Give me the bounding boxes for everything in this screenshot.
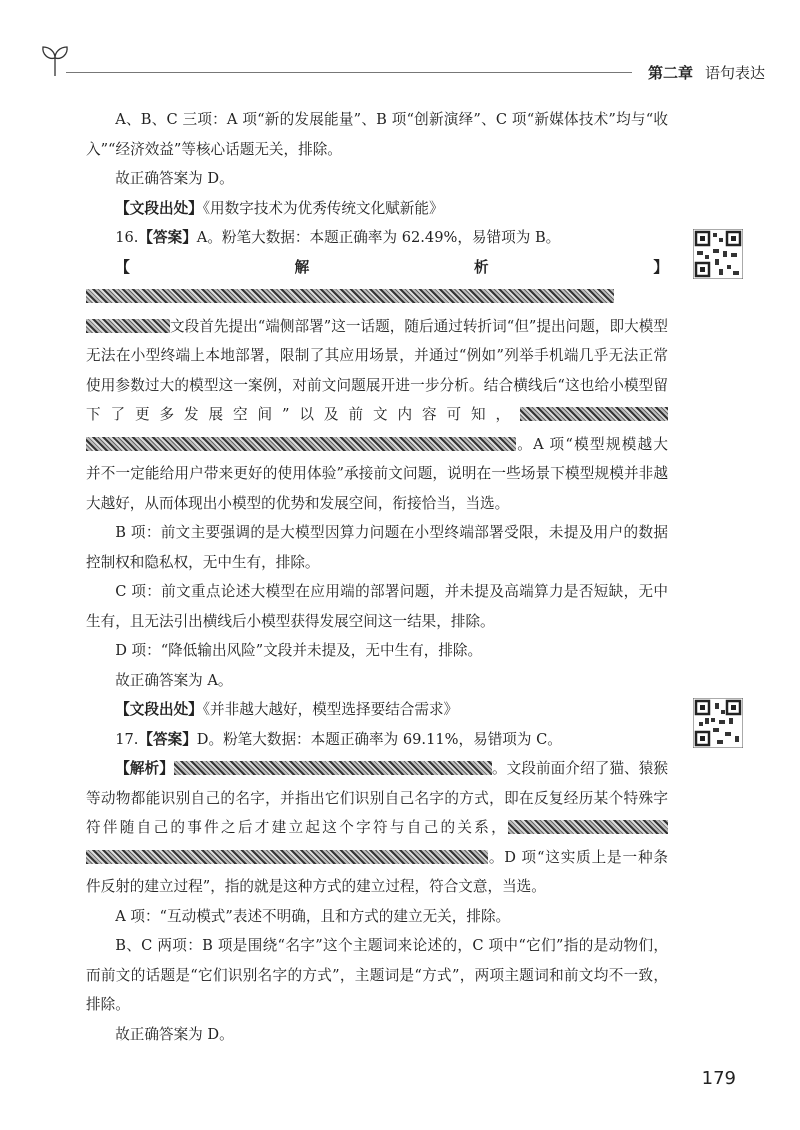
redacted-text xyxy=(86,850,488,864)
section-title: 语句表达 xyxy=(704,64,765,82)
analysis-text: 。A 项“模型规模越大并不一定能给用户带来更好的使用体验”承接前文问题，说明在一些场景下模型规模并非越大越好，从而体现出小模型的优势和发展空间，衔接恰当，当选。 xyxy=(86,435,668,512)
source-line xyxy=(86,194,668,224)
paragraph: 故正确答案为 D。 xyxy=(115,1025,234,1043)
analysis-text: 。文段前面介绍了猫、猿猴等动物都能识别自己的名字，并指出它们识别自己名字的方式，即在反复经历某个特殊字符伴随自己的事件之后才建立起这个字符与自己的关系， xyxy=(86,760,668,836)
header-rule xyxy=(66,72,632,73)
paragraph: D 项：“降低输出风险”文段并未提及，无中生有，排除。 xyxy=(115,642,483,659)
answer-line-17 xyxy=(86,725,668,755)
redacted-text xyxy=(174,761,492,775)
chapter-number: 第二章 xyxy=(647,64,693,82)
paragraph: C 项：前文重点论述大模型在应用端的部署问题，并未提及高端算力是否短缺，无中生有，且无法引出横线后小模型获得发展空间这一结果，排除。 xyxy=(86,583,668,630)
source-title: 《并非越大越好，模型选择要结合需求》 xyxy=(202,701,459,718)
qr-code-icon[interactable] xyxy=(693,229,743,279)
paragraph: B、C 两项：B 项是围绕“名字”这个主题词来论述的，C 项中“它们”指的是动物们，而前文的话题是“它们识别名字的方式”，主题词是“方式”，两项主题词和前文均不一致，排除。 xyxy=(86,937,668,1013)
redacted-text xyxy=(86,437,516,451)
qr-code-icon[interactable] xyxy=(693,698,743,748)
answer-label: 【答案】 xyxy=(138,730,197,748)
question-number: 16. xyxy=(115,229,139,246)
analysis-17 xyxy=(86,754,668,902)
paragraph: B 项：前文主要强调的是大模型因算力问题在小型终端部署受限，未提及用户的数据控制权和隐私权，无中生有，排除。 xyxy=(86,524,668,571)
answer-text: A。粉笔大数据：本题正确率为 62.49%，易错项为 B。 xyxy=(196,229,561,246)
answer-line-16 xyxy=(86,223,668,253)
paragraph: A、B、C 三项：A 项“新的发展能量”、B 项“创新演绎”、C 项“新媒体技术”均与“收入”“经济效益”等核心话题无关，排除。 xyxy=(86,111,668,158)
redacted-text xyxy=(86,319,170,333)
redacted-text xyxy=(86,289,614,303)
page-header xyxy=(40,42,765,82)
source-title: 《用数字技术为优秀传统文化赋新能》 xyxy=(202,199,444,217)
paragraph: A 项：“互动模式”表述不明确，且和方式的建立无关，排除。 xyxy=(115,907,511,925)
answer-text: D。粉笔大数据：本题正确率为 69.11%，易错项为 C。 xyxy=(196,730,562,748)
source-label: 【文段出处】 xyxy=(115,701,203,718)
redacted-text xyxy=(520,407,668,421)
answer-label: 【答案】 xyxy=(138,229,197,246)
redacted-text xyxy=(508,820,668,834)
analysis-label: 【解析】 xyxy=(115,760,174,777)
paragraph: 故正确答案为 A。 xyxy=(115,671,233,689)
source-line xyxy=(86,695,668,725)
page-body xyxy=(86,105,668,1049)
chapter-title xyxy=(648,62,765,83)
analysis-text: 。D 项“这实质上是一种条件反射的建立过程”，指的就是这种方式的建立过程，符合文意，当选。 xyxy=(86,848,668,895)
paragraph: 故正确答案为 D。 xyxy=(115,170,234,187)
analysis-16 xyxy=(86,253,668,519)
source-label: 【文段出处】 xyxy=(115,199,203,217)
question-number: 17. xyxy=(115,730,139,748)
analysis-label: 【解析】 xyxy=(115,258,668,276)
page-number: 179 xyxy=(701,1068,736,1089)
analysis-text: 文段首先提出“端侧部署”这一话题，随后通过转折词“但”提出问题，即大模型无法在小型终端上本地部署，限制了其应用场景，并通过“例如”列举手机端几乎无法正常使用参数过大的模型这一案例，对前文问题展开进一步分析。结合横线后“这也给小模型留下了更多发展空间”以及前文内容可知， xyxy=(86,317,668,423)
